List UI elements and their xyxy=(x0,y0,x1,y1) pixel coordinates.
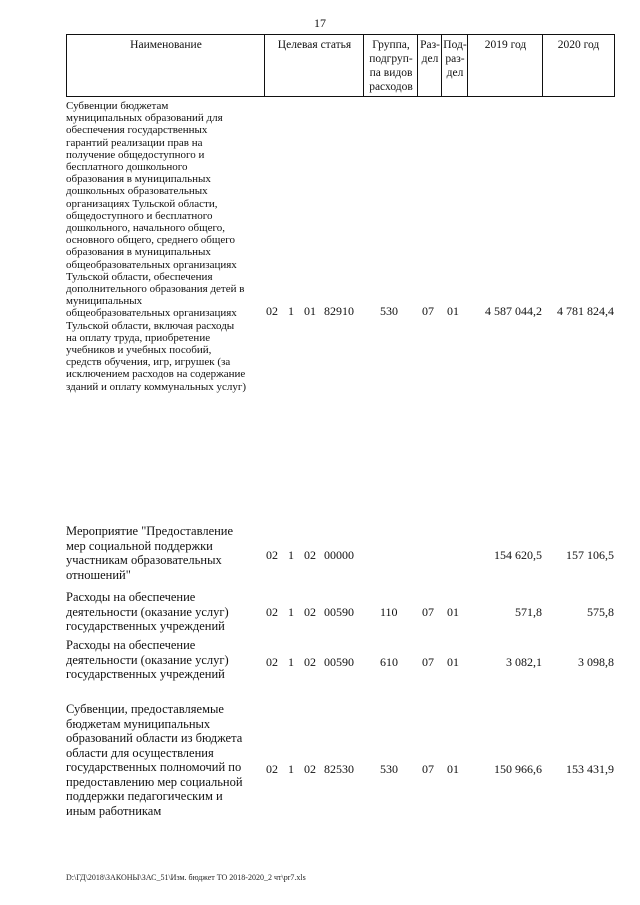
row-subsection: 01 xyxy=(447,304,459,318)
row-name: Расходы на обеспечение деятельности (оказание услуг) государственных учреждений xyxy=(66,638,229,681)
row-2019: 150 966,6 xyxy=(494,762,542,776)
row-section: 07 xyxy=(422,655,434,669)
row-target-1: 02 xyxy=(266,762,278,776)
row-name: Субвенции бюджетам муниципальных образований для обеспечения государственных гарантий реализации прав на получение общедоступного и бесплатного дошкольного образования в муниципальных дошкольных образовательных организациях Тульской области, общедоступного и бесплатного дошкольного, начального общего, основного общего, среднего общего образования в муниципальных общеобразовательных организациях Тульской области, обеспечения дополнительного образования детей в муниципальных общеобразовательных организациях Тульской области, включая расходы на оплату труда, приобретение учебников и учебных пособий, средств обучения, игр, игрушек (за исключением расходов на содержание зданий и оплату коммунальных услуг) xyxy=(66,100,247,393)
row-group: 610 xyxy=(380,655,398,669)
header-subsection-cell xyxy=(441,34,468,97)
row-2020: 4 781 824,4 xyxy=(557,304,614,318)
header-2020: 2020 год xyxy=(557,39,600,51)
header-section-cell xyxy=(417,34,442,97)
row-group: 530 xyxy=(380,304,398,318)
row-2020: 3 098,8 xyxy=(578,655,614,669)
row-name: Мероприятие "Предоставление мер социальной поддержки участникам образовательных отношений" xyxy=(66,524,234,582)
row-2020: 157 106,5 xyxy=(566,548,614,562)
header-subsection: Под- раз- дел xyxy=(443,39,467,79)
header-name-cell xyxy=(66,34,265,97)
header-2020-cell xyxy=(542,34,615,97)
row-2020: 153 431,9 xyxy=(566,762,614,776)
row-subsection: 01 xyxy=(447,655,459,669)
header-2019: 2019 год xyxy=(484,39,527,51)
row-2019: 3 082,1 xyxy=(506,655,542,669)
row-2019: 154 620,5 xyxy=(494,548,542,562)
row-target-3: 02 xyxy=(304,655,316,669)
row-group: 110 xyxy=(380,605,398,619)
header-name: Наименование xyxy=(130,39,202,51)
row-target-2: 1 xyxy=(288,605,294,619)
row-subsection: 01 xyxy=(447,605,459,619)
row-target-3: 02 xyxy=(304,605,316,619)
row-target-4: 82530 xyxy=(324,762,354,776)
row-2019: 571,8 xyxy=(515,605,542,619)
row-target-2: 1 xyxy=(288,304,294,318)
row-name: Субвенции, предоставляемые бюджетам муниципальных образований области из бюджета области для осуществления государственных полномочий по предоставлению мер социальной поддержки педагогическим и иным работникам xyxy=(66,702,243,818)
row-target-4: 00590 xyxy=(324,605,354,619)
row-target-1: 02 xyxy=(266,655,278,669)
row-target-2: 1 xyxy=(288,762,294,776)
header-target: Целевая статья xyxy=(277,39,352,51)
header-group: Группа, подгруп- па видов расходов xyxy=(369,39,413,93)
row-target-2: 1 xyxy=(288,655,294,669)
table-header xyxy=(66,34,614,97)
row-target-4: 00000 xyxy=(324,548,354,562)
header-2019-cell xyxy=(467,34,543,97)
page-number: 17 xyxy=(314,16,326,30)
row-2019: 4 587 044,2 xyxy=(485,304,542,318)
header-group-cell xyxy=(363,34,418,97)
row-target-3: 01 xyxy=(304,304,316,318)
row-subsection: 01 xyxy=(447,762,459,776)
row-target-4: 82910 xyxy=(324,304,354,318)
row-group: 530 xyxy=(380,762,398,776)
header-target-cell xyxy=(264,34,364,97)
row-name: Расходы на обеспечение деятельности (оказание услуг) государственных учреждений xyxy=(66,590,229,633)
row-section: 07 xyxy=(422,762,434,776)
row-target-1: 02 xyxy=(266,304,278,318)
row-target-1: 02 xyxy=(266,548,278,562)
row-target-3: 02 xyxy=(304,548,316,562)
footer-file-path: D:\ГД\2018\ЗАКОНЫ\ЗАС_51\Изм. бюджет ТО 2018-2020_2 чт\pr7.xls xyxy=(66,873,306,882)
row-section: 07 xyxy=(422,605,434,619)
row-target-3: 02 xyxy=(304,762,316,776)
row-target-4: 00590 xyxy=(324,655,354,669)
row-section: 07 xyxy=(422,304,434,318)
row-2020: 575,8 xyxy=(587,605,614,619)
row-target-1: 02 xyxy=(266,605,278,619)
header-section: Раз- дел xyxy=(420,39,440,65)
row-target-2: 1 xyxy=(288,548,294,562)
